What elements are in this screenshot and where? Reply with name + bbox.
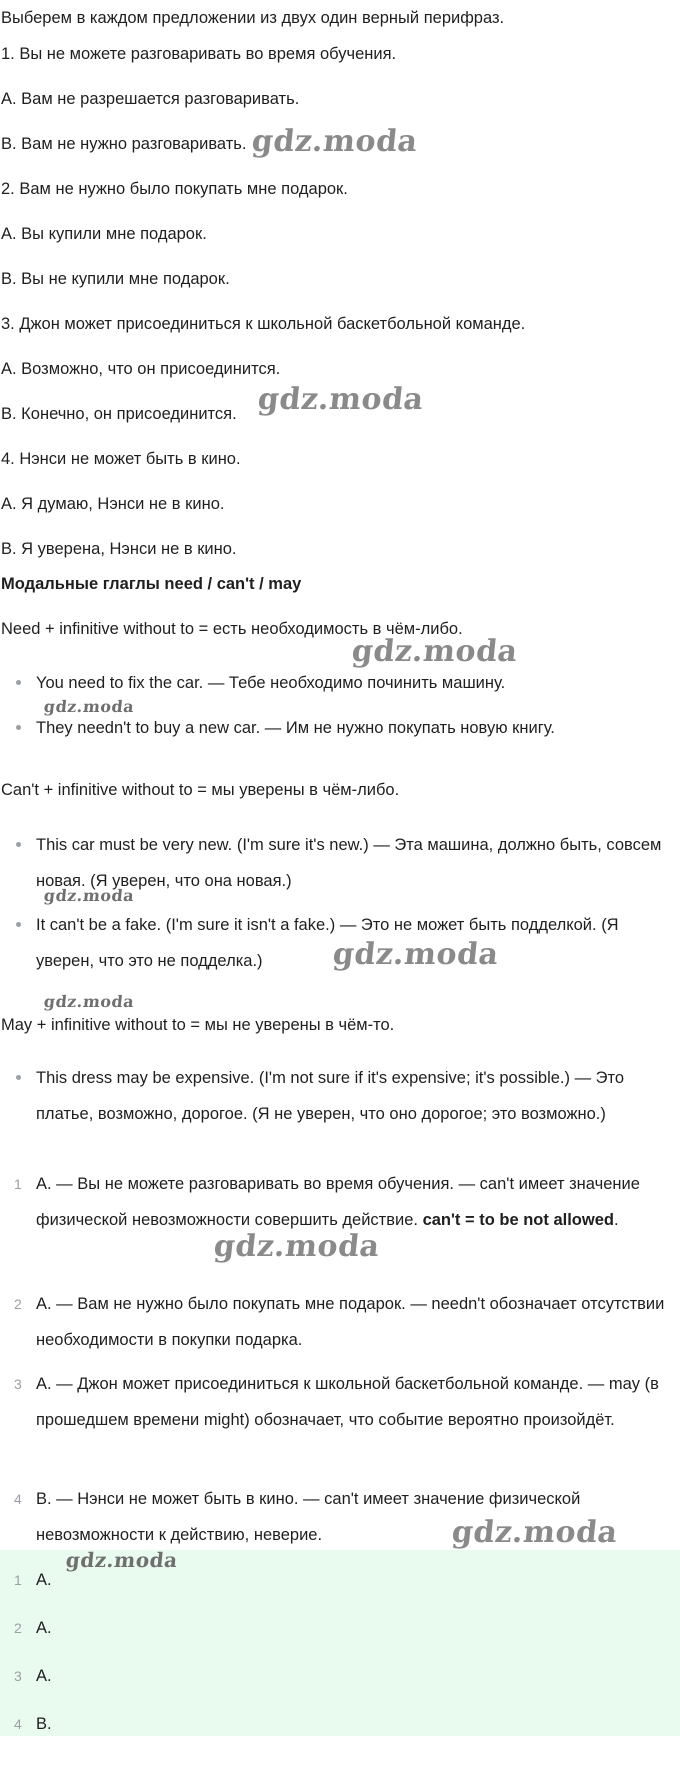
answer-2: 2 A. (14, 1619, 52, 1637)
task-2-question: 2. Вам не нужно было покупать мне подарок. (1, 180, 348, 198)
may-example-1: This dress may be expensive. (I'm not sure if it's expensive; it's possible.) — Это платье, возможно, дорогое. (Я не уверен, что оно дорогое; это возможно.) (16, 1060, 676, 1132)
bullet-icon (16, 1075, 21, 1080)
watermark-logo: gdz.moda (256, 382, 426, 417)
answers-panel (0, 1550, 680, 1736)
need-rule: Need + infinitive without to = есть необходимость в чём-либо. (1, 620, 463, 638)
need-example-1: You need to fix the car. — Тебе необходимо починить машину. (16, 665, 676, 701)
watermark-logo: gdz.moda (250, 124, 420, 159)
task-3-option-a: A. Возможно, что он присоединится. (1, 360, 281, 378)
watermark-logo: gdz.moda (43, 697, 136, 716)
explanation-3: 3 A. — Джон может присоединиться к школьной баскетбольной команде. — may (в прошедшем времени might) обозначает, что событие вероятно произойдёт. (14, 1375, 659, 1429)
watermark-logo: gdz.moda (43, 886, 136, 905)
bullet-icon (16, 680, 21, 685)
grammar-title: Модальные глаглы need / can't / may (1, 575, 302, 593)
task-1-question: 1. Вы не можете разговаривать во время обучения. (1, 45, 397, 63)
answer-1: 1 A. (14, 1571, 52, 1589)
task-1-option-a: A. Вам не разрешается разговаривать. (1, 90, 300, 108)
need-example-2: They needn't to buy a new car. — Им не нужно покупать новую книгу. (16, 710, 676, 746)
task-2-option-b: B. Вы не купили мне подарок. (1, 270, 230, 288)
cant-example-2: It can't be a fake. (I'm sure it isn't a fake.) — Это не может быть подделкой. (Я уверен, что это не подделка.) (16, 907, 676, 979)
bullet-icon (16, 842, 21, 847)
task-3-option-b: B. Конечно, он присоединится. (1, 405, 237, 423)
may-rule: May + infinitive without to = мы не уверены в чём-то. (1, 1016, 395, 1034)
bullet-icon (16, 922, 21, 927)
task-1-option-b: B. Вам не нужно разговаривать. (1, 135, 247, 153)
answer-3: 3 A. (14, 1667, 52, 1685)
watermark-logo: gdz.moda (350, 634, 520, 669)
watermark-logo: gdz.moda (450, 1515, 620, 1550)
watermark-logo: gdz.moda (212, 1229, 382, 1264)
task-4-option-b: B. Я уверена, Нэнси не в кино. (1, 540, 237, 558)
watermark-logo: gdz.moda (331, 937, 501, 972)
task-2-option-a: A. Вы купили мне подарок. (1, 225, 207, 243)
intro-text: Выберем в каждом предложении из двух один верный перифраз. (1, 9, 505, 27)
cant-example-1: This car must be very new. (I'm sure it's new.) — Эта машина, должно быть, совсем новая. (Я уверен, что она новая.) (16, 827, 676, 899)
explanation-2: 2 A. — Вам не нужно было покупать мне подарок. — needn't обозначает отсутствии необходимости в покупки подарка. (14, 1295, 665, 1349)
answer-4: 4 B. (14, 1715, 52, 1733)
explanation-1: 1 A. — Вы не можете разговаривать во время обучения. — can't имеет значение физической невозможности совершить действие. can't = to be not allowed. (14, 1175, 640, 1229)
cant-rule: Can't + infinitive without to = мы уверены в чём-либо. (1, 781, 400, 799)
watermark-logo: gdz.moda (43, 992, 136, 1011)
task-3-question: 3. Джон может присоединиться к школьной баскетбольной команде. (1, 315, 526, 333)
watermark-logo: gdz.moda (64, 1548, 179, 1572)
explanation-4: 4 B. — Нэнси не может быть в кино. — can't имеет значение физической невозможности к действию, неверие. (14, 1490, 581, 1544)
task-4-option-a: A. Я думаю, Нэнси не в кино. (1, 495, 225, 513)
task-4-question: 4. Нэнси не может быть в кино. (1, 450, 241, 468)
bullet-icon (16, 725, 21, 730)
